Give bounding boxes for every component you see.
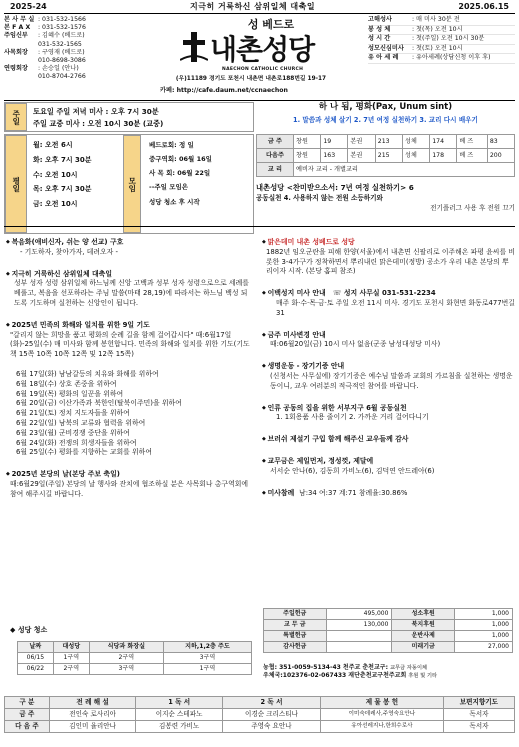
sacrament-value: : 첫(주일) 오전 10시 30분 bbox=[412, 35, 485, 43]
sacrament-value: : 매 미사 30분 전 bbox=[412, 16, 460, 23]
top-bar bbox=[4, 3, 515, 14]
sacrament-value: : 첫(토) 오전 10시 bbox=[412, 44, 463, 52]
table-cell: 3구역 bbox=[163, 653, 251, 664]
announcement-title bbox=[262, 238, 515, 248]
table-cell: 금 주 bbox=[5, 709, 50, 721]
contact-label: 주임신부 bbox=[4, 32, 28, 40]
cleaning-title: ◆ 성당 청소 bbox=[10, 626, 48, 634]
campaign-line: 전기플러그 사용 후 전원 끄기 bbox=[430, 204, 515, 213]
contact-value: : 031-532-1566 bbox=[38, 16, 86, 23]
table-row bbox=[264, 631, 513, 642]
table-cell: 창원 bbox=[293, 149, 320, 163]
announcement-title-text: 미사참례 bbox=[267, 488, 295, 497]
table-row bbox=[264, 642, 513, 653]
announcement-body: (신청서는 사무실에) 장기기증은 예수님 말씀과 교회의 가르침을 실천하는 생명운동이니, 교우 여러분의 적극적인 참여를 바랍니다. bbox=[270, 371, 513, 390]
announcement-title: ◆ 브러쉬 제설기 구입 함께 해주신 교우들께 감사 bbox=[262, 435, 515, 445]
table-cell: 19 bbox=[321, 135, 348, 149]
announcement-title-text: 이백성지 미사 안내 bbox=[267, 289, 326, 298]
meeting-item: 성당 청소 후 시작 bbox=[149, 197, 200, 206]
contact-label bbox=[4, 41, 38, 49]
table-cell: 1,000 bbox=[454, 609, 512, 620]
table-cell: 김봉련 가비노 bbox=[136, 721, 223, 733]
column-header: 2 독 서 bbox=[222, 697, 320, 709]
account-line bbox=[263, 664, 513, 672]
table-cell: 213 bbox=[375, 135, 402, 149]
weekday-item: 화: 오후 7시 30분 bbox=[33, 155, 92, 164]
weekday-item: 수: 오전 10시 bbox=[33, 170, 78, 179]
table-cell: 김인미 율리안나 bbox=[49, 721, 136, 733]
table-cell: 174 bbox=[430, 135, 457, 149]
table-cell: 성체 bbox=[402, 135, 429, 149]
sacrament-label: 유 아 세 례 bbox=[368, 54, 399, 62]
contact-value: : 구영재 (베드로) bbox=[38, 48, 85, 56]
table-cell: 06/22 bbox=[18, 664, 54, 675]
contact-info bbox=[4, 16, 132, 82]
weekday-mass-box bbox=[4, 134, 254, 234]
right-announcements bbox=[262, 238, 515, 498]
issue-date: 2025.06.15 bbox=[458, 2, 509, 11]
header-divider bbox=[4, 100, 515, 101]
cross-icon bbox=[180, 32, 208, 62]
table-cell: 전인숙 로사리아 bbox=[49, 709, 136, 721]
campaign-title: 내촌성당 <찬미받으소서: 7년 여정 실천하기> 6 bbox=[256, 183, 414, 192]
contact-value: : 김혜수 (베드로) bbox=[38, 32, 85, 40]
announcement-title-text: 맑은데미 내촌 성베드로 성당 bbox=[267, 238, 355, 246]
table-cell: 이미숙데레사,주영숙요안나 bbox=[321, 709, 444, 721]
sunday-label: 주일 bbox=[5, 103, 27, 131]
table-cell: 독서자 bbox=[443, 721, 514, 733]
table-row bbox=[264, 609, 513, 620]
table-cell: 운반사제 bbox=[392, 631, 455, 642]
weekday-schedule bbox=[33, 141, 123, 215]
announcement-title: ◆ 지극히 거룩하신 삼위일체 대축일 bbox=[6, 270, 254, 280]
account-purpose: 후원 및 기타 bbox=[408, 673, 438, 680]
announcement-title: ◆ 생명운동 - 장기기증 안내 bbox=[262, 362, 515, 372]
table-row bbox=[257, 135, 515, 149]
contact-label: 본 F A X bbox=[4, 24, 31, 32]
contact-label: 본 사 무 실 bbox=[4, 16, 35, 23]
meeting-item: 사 목 회: 06월 22일 bbox=[149, 169, 211, 178]
table-cell: 27,000 bbox=[454, 642, 512, 653]
table-cell: 83 bbox=[487, 135, 514, 149]
column-header: 보편지향기도 bbox=[443, 697, 514, 709]
pastoral-goal bbox=[256, 102, 515, 132]
cleaning-table bbox=[17, 641, 252, 675]
table-cell: 2구역 bbox=[53, 664, 89, 675]
contact-label bbox=[4, 73, 38, 81]
column-header: 구 분 bbox=[5, 697, 50, 709]
sacrament-label: 봉 성 체 bbox=[368, 25, 391, 33]
table-cell: 감사헌금 bbox=[264, 642, 327, 653]
announcement-body: 매주 화·수·목·금·토 주일 오전 11시 미사. 경기도 포천시 화현면 화동로477번길 31 bbox=[276, 298, 515, 317]
announcement-title: ◆ 2025년 본당의 날(본당 주보 축일) bbox=[6, 470, 254, 480]
announcement-body: 1. 1회용품 사용 줄이기 2. 가까운 거리 걸어다니기 bbox=[276, 413, 429, 422]
column-header: 식당과 화장실 bbox=[89, 642, 163, 653]
list-item: 6월 24일(화) 전쟁의 희생자들을 위하여 bbox=[16, 438, 137, 447]
table-cell: 예비자 교리 - 개별교리 bbox=[293, 163, 514, 177]
list-item: 6월 17일(화) 남남갈등의 치유와 화해를 위하여 bbox=[16, 369, 159, 378]
list-item: 6월 22일(일) 남북의 교류와 협력을 위하여 bbox=[16, 418, 146, 427]
weekday-label: 평일 bbox=[5, 135, 27, 233]
list-item: 6월 19일(목) 평화의 일꾼을 위하여 bbox=[16, 389, 124, 398]
account-line bbox=[263, 672, 513, 680]
weekday-item: 월: 오전 6시 bbox=[33, 141, 73, 149]
table-row bbox=[257, 163, 515, 177]
meeting-item: 중구역회: 06월 16일 bbox=[149, 155, 212, 164]
contact-value: 031-532-1565 bbox=[38, 40, 82, 48]
issue-number: 2025-24 bbox=[10, 2, 47, 11]
sacrament-value: : 첫(목) 오전 10시 bbox=[412, 25, 463, 33]
attendance-stats: 남:34 여:37 계:71 참례율:30.86% bbox=[299, 488, 408, 497]
column-header: 지하,1,2층 주도 bbox=[163, 642, 251, 653]
sacrament-label: 성모신심미사 bbox=[368, 44, 404, 52]
table-cell: 1구역 bbox=[163, 664, 251, 675]
table-cell: 163 bbox=[321, 149, 348, 163]
table-row bbox=[5, 721, 515, 733]
sunday-mass-line: 주일 교중 미사 : 오전 10시 30분 (교중) bbox=[33, 119, 164, 128]
church-address: (우)11189 경기도 포천시 내촌면 내촌로188번길 19-17 bbox=[175, 76, 327, 82]
section-divider bbox=[4, 226, 515, 227]
table-cell: 본권 bbox=[348, 149, 375, 163]
table-cell: 성체 bbox=[402, 149, 429, 163]
column-header: 대성당 bbox=[53, 642, 89, 653]
table-cell: 유아선레지나,한희수로사 bbox=[321, 721, 444, 733]
table-cell: 주일헌금 bbox=[264, 609, 327, 620]
table-cell: 베 즈 bbox=[457, 149, 488, 163]
account-number: 우체국:102376-02-067433 재단춘천교구천주교회 bbox=[263, 672, 407, 680]
campaign-line: 공동실천 4. 사용하지 않는 전원 소등하기와 bbox=[256, 194, 383, 203]
table-row bbox=[5, 709, 515, 721]
table-cell: 본권 bbox=[348, 135, 375, 149]
contact-value: 010-8704-2766 bbox=[38, 73, 86, 81]
table-row bbox=[18, 653, 252, 664]
environment-campaign bbox=[256, 183, 515, 213]
meeting-item: 베드로회: 정 일 bbox=[149, 141, 194, 149]
table-cell: 다음주 bbox=[257, 149, 294, 163]
prayer-day-list bbox=[6, 370, 254, 458]
account-number: 농협: 351-0059-5134-43 천주교 춘천교구: bbox=[263, 664, 388, 671]
hymn-table bbox=[256, 134, 515, 177]
contact-label: 사목회장 bbox=[4, 48, 28, 56]
list-item: 6월 20일(금) 이산가족과 북한인(탈북이주민)을 위하여 bbox=[16, 399, 182, 408]
table-cell: 1,000 bbox=[454, 631, 512, 642]
table-cell: 3구역 bbox=[89, 664, 163, 675]
meeting-item: --주일 모임은 bbox=[149, 183, 189, 192]
table-cell: 178 bbox=[430, 149, 457, 163]
table-cell: 이경순 크리스티나 bbox=[222, 709, 320, 721]
column-header: 날짜 bbox=[18, 642, 54, 653]
meetings-label: 모임 bbox=[123, 135, 141, 233]
table-header-row bbox=[5, 697, 515, 709]
sacrament-info bbox=[368, 16, 515, 64]
list-item: 6월 23일(월) 군비경쟁 중단을 위하여 bbox=[16, 428, 130, 437]
table-cell: 베 즈 bbox=[457, 135, 488, 149]
column-header: 전 례 해 설 bbox=[49, 697, 136, 709]
contact-value: : 031-532-1576 bbox=[38, 24, 86, 32]
table-cell: 이지순 스테파노 bbox=[136, 709, 223, 721]
contact-value: : 손승일 (안나) bbox=[38, 65, 79, 73]
announcement-body: 서서순 안나(6), 김동희 가비노(6), 김덕연 안드레아(6) bbox=[270, 466, 435, 475]
table-row bbox=[257, 149, 515, 163]
table-header-row bbox=[18, 642, 252, 653]
list-item: 6월 25일(수) 평화를 지향하는 교회를 위하여 bbox=[16, 448, 152, 457]
table-cell: 북지후원 bbox=[392, 620, 455, 631]
table-cell: 특별헌금 bbox=[264, 631, 327, 642]
announcement-body: - 기도하자, 찾아가자, 데려오자 - bbox=[20, 247, 118, 256]
contact-label: 연령회장 bbox=[4, 65, 28, 73]
pastoral-title: 하 나 됨, 평화(Pax, Unum sint) bbox=[318, 102, 453, 112]
announcement-title: ◆ 금주 미사변경 안내 bbox=[262, 331, 515, 341]
announcement-title: ◆ 인류 공동의 집을 위한 서부지구 6월 공동실천 bbox=[262, 404, 515, 414]
announcement-body: 성부 성자 성령 삼위일체 하느님께 신앙 고백과 성부 성자 성령으로으로 세례를 베풀고, 복음을 선포하라는 주님 말씀(마태 28,19)에 따라서는 하느님 백성 되도록 기도하며 실천하는 신앙인이 됩니다. bbox=[14, 279, 249, 307]
table-cell: 미래기금 bbox=[392, 642, 455, 653]
liturgy-roles-table bbox=[4, 696, 515, 733]
table-cell: 200 bbox=[487, 149, 514, 163]
pastoral-slogan: 1. 말씀과 성체 살기 2. 7년 여정 실천하기 3. 교리 다시 배우기 bbox=[293, 115, 478, 124]
announcement-body: 1882년 임오군란을 피해 한양(서울)에서 내촌면 신팔리로 이주해온 파평 윤씨를 비롯한 3-4가구가 정착하면서 뿌리내린 맑은데미(정방) 공소가 우리 내촌 본당의 뿌리이자 시작. (본당 홈피 참조) bbox=[266, 247, 515, 276]
phone-number: ☏ 성지 사무실 031-531-2234 bbox=[332, 289, 436, 298]
table-cell: 2구역 bbox=[89, 653, 163, 664]
cafe-link[interactable]: 카페: http://cafe.daum.net/ccnaechon bbox=[160, 87, 288, 94]
table-cell: 06/15 bbox=[18, 653, 54, 664]
table-cell: 금 주 bbox=[257, 135, 294, 149]
table-cell bbox=[326, 631, 392, 642]
sacrament-label: 성 시 간 bbox=[368, 35, 391, 43]
column-header: 제 물 봉 헌 bbox=[321, 697, 444, 709]
announcement-title: ◆ 2025년 민족의 화해와 일치를 위한 9일 기도 bbox=[6, 321, 254, 331]
sacrament-value: : 유아세례(상담신청 이후 후) bbox=[412, 54, 491, 62]
column-header: 1 독 서 bbox=[136, 697, 223, 709]
contact-label bbox=[4, 57, 38, 65]
table-cell: 다 음 주 bbox=[5, 721, 50, 733]
table-cell: 주영숙 요안나 bbox=[222, 721, 320, 733]
table-row bbox=[18, 664, 252, 675]
announcement-body: 때:6월29일(주일) 본당의 날 행사와 잔치에 협조하실 분은 사목회나 총구역회에 참여 해주시길 바랍니다. bbox=[10, 479, 249, 498]
table-cell: 성소후원 bbox=[392, 609, 455, 620]
account-purpose: 교무금 자동이체 bbox=[390, 665, 427, 671]
bank-accounts bbox=[263, 664, 513, 680]
sunday-mass-box bbox=[4, 102, 254, 132]
left-announcements bbox=[6, 238, 254, 500]
feast-title: 지극히 거룩하신 삼위일체 대축일 bbox=[190, 2, 316, 11]
contact-value: 010-8698-3086 bbox=[38, 56, 86, 64]
table-cell: 교 무 금 bbox=[264, 620, 327, 631]
church-logo bbox=[140, 16, 362, 100]
announcement-body: "갈리지 않는 희망을 품고 평화의 순례 길을 함께 걸어갑시다" 때:6월17일(화)-25일(수) 매 미사와 함께 봉헌합니다. 민족의 화해와 일치를 위한 기도(기도책 15쪽 10쪽 10쪽 12쪽 및 12쪽 15쪽) bbox=[10, 330, 250, 359]
announcement-title bbox=[262, 289, 515, 299]
church-name: 내촌성당 bbox=[210, 33, 315, 66]
table-cell: 창원 bbox=[293, 135, 320, 149]
announcement-title bbox=[262, 489, 515, 499]
announcement-title: ◆ 교무금은 제일먼저, 정성껏, 제달에 bbox=[262, 457, 515, 467]
table-cell: 독서자 bbox=[443, 709, 514, 721]
sacrament-label: 고해성사 bbox=[368, 16, 392, 23]
table-cell: 215 bbox=[375, 149, 402, 163]
table-cell: 1,000 bbox=[454, 620, 512, 631]
table-cell: 1구역 bbox=[53, 653, 89, 664]
table-cell bbox=[326, 642, 392, 653]
finance-table bbox=[263, 608, 513, 653]
table-cell: 130,000 bbox=[326, 620, 392, 631]
weekday-item: 금: 오전 10시 bbox=[33, 200, 78, 208]
weekday-item: 목: 오후 7시 30분 bbox=[33, 185, 92, 194]
table-cell: 교 리 bbox=[257, 163, 294, 177]
announcement-title: ◆ 복음화(애비신자, 쉬는 양 선교) 구호 bbox=[6, 238, 254, 248]
announcement-body: 때:06월20일(금) 10시 미사 없음(군종 남성대성당 미사) bbox=[270, 340, 441, 349]
chapel-name: 성 베드로 bbox=[247, 18, 295, 31]
church-english-name: NAECHON CATHOLIC CHURCH bbox=[222, 67, 304, 72]
table-cell: 495,000 bbox=[326, 609, 392, 620]
table-row bbox=[264, 620, 513, 631]
sunday-mass-line: 토요일 주일 저녁 미사 : 오후 7시 30분 bbox=[33, 107, 159, 116]
list-item: 6월 21일(토) 정치 지도자들을 위하여 bbox=[16, 409, 130, 418]
list-item: 6월 18일(수) 상호 존중을 위하여 bbox=[16, 379, 117, 388]
meeting-schedule bbox=[149, 141, 255, 212]
